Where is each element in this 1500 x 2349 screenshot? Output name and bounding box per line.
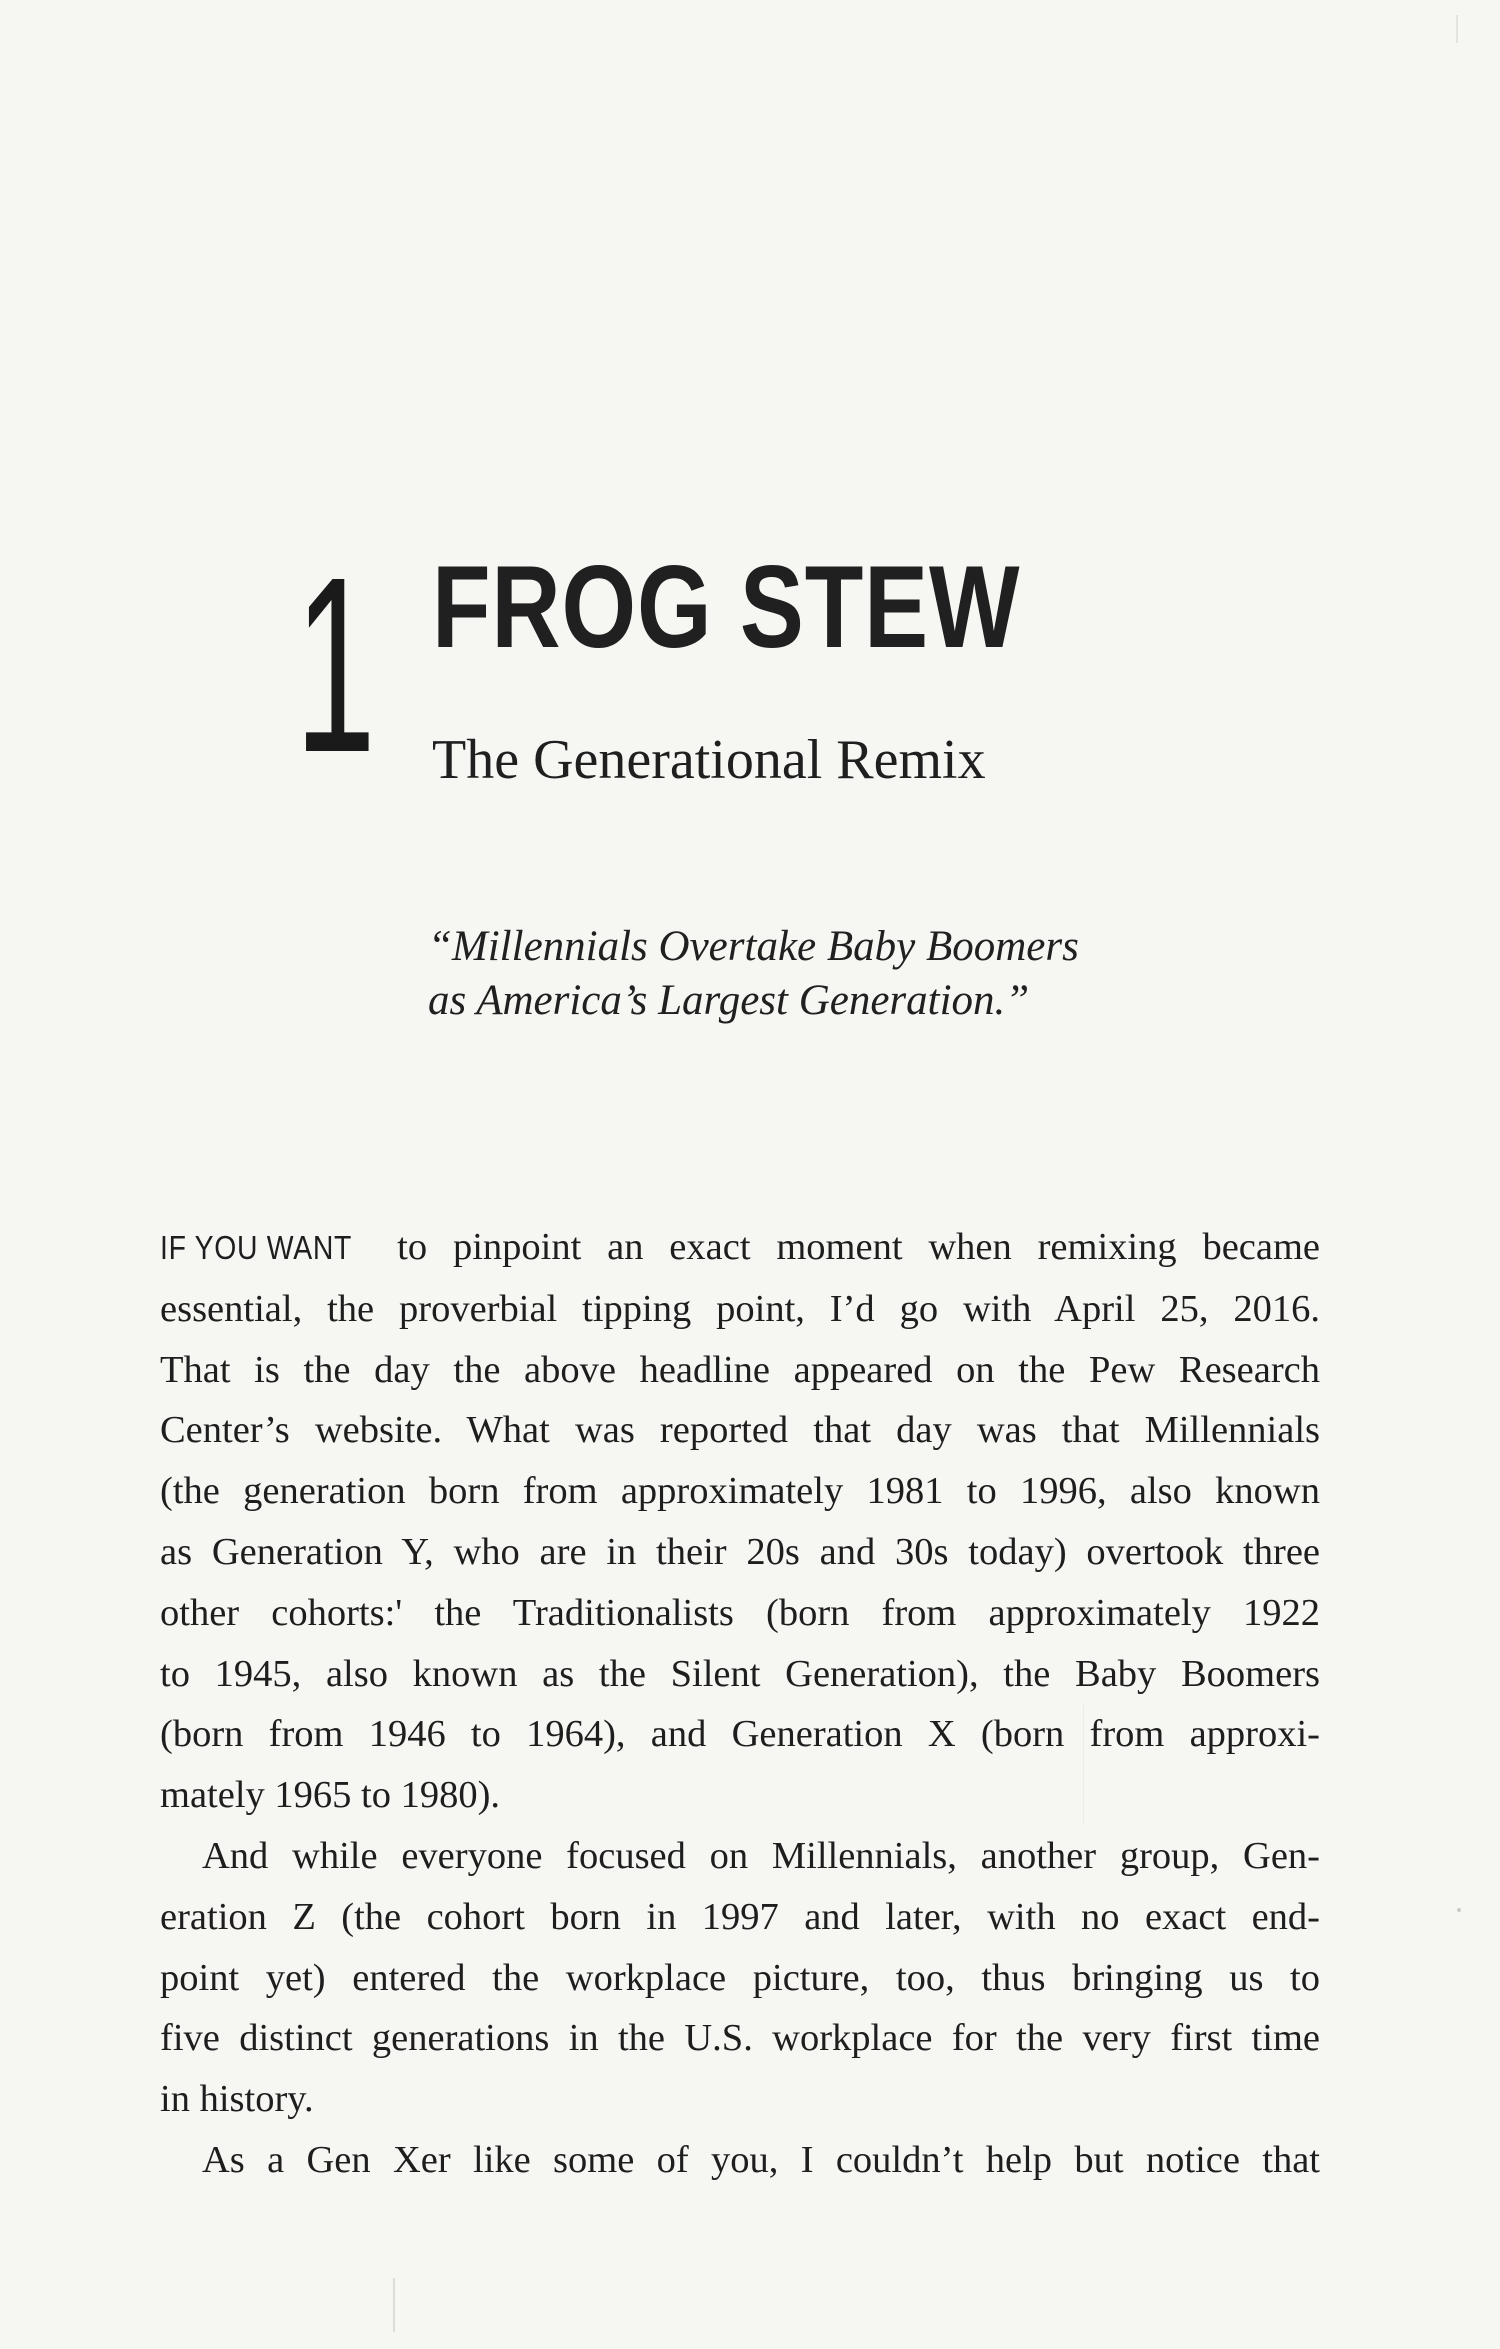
paragraph-1-line: other cohorts:' the Traditionalists (born from approximately 1922 xyxy=(160,1591,1320,1634)
paragraph-3-line: As a Gen Xer like some of you, I couldn’t help but notice that xyxy=(202,2138,1320,2181)
paragraph-2-line: in history. xyxy=(160,2078,314,2121)
paragraph-3 xyxy=(160,2130,1320,2191)
epigraph-line: “Millennials Overtake Baby Boomers xyxy=(428,923,1079,970)
lead-in-text: IF YOU WANT xyxy=(160,1229,353,1266)
paragraph-1-line: (the generation born from approximately 1981 to 1996, also known xyxy=(160,1470,1320,1513)
first-line-rest: to pinpoint an exact moment when remixing became xyxy=(397,1226,1321,1268)
paragraph-1-line: essential, the proverbial tipping point, I’d go with April 25, 2016. xyxy=(160,1287,1320,1330)
paragraph-1-line: (born from 1946 to 1964), and Generation X (born from approxi- xyxy=(160,1713,1320,1756)
chapter-number: 1 xyxy=(295,525,373,804)
paragraph-1-line: to 1945, also known as the Silent Generation), the Baby Boomers xyxy=(160,1652,1320,1695)
chapter-subtitle: The Generational Remix xyxy=(432,729,986,791)
paragraph-2-line: five distinct generations in the U.S. workplace for the very first time xyxy=(160,2017,1320,2060)
epigraph xyxy=(428,920,1128,1028)
paragraph-1-line: Center’s website. What was reported that day was that Millennials xyxy=(160,1409,1320,1452)
body-text xyxy=(160,1217,1320,2191)
paragraph-2 xyxy=(160,1826,1320,2130)
paragraph-2-line: point yet) entered the workplace picture, too, thus bringing us to xyxy=(160,1956,1320,1999)
paragraph-1-line: as Generation Y, who are in their 20s and 30s today) overtook three xyxy=(160,1530,1320,1573)
chapter-title: FROG STEW xyxy=(432,541,1021,672)
epigraph-line: as America’s Largest Generation.” xyxy=(428,976,1030,1024)
scan-mark xyxy=(1456,15,1458,43)
scan-dot xyxy=(1457,1908,1461,1912)
paragraph-2-line: And while everyone focused on Millennials, another group, Gen- xyxy=(202,1834,1320,1877)
paragraph-2-line: eration Z (the cohort born in 1997 and later, with no exact end- xyxy=(160,1895,1320,1938)
paragraph-1-line-1 xyxy=(160,1217,1320,1279)
paragraph-1-line: That is the day the above headline appeared on the Pew Research xyxy=(160,1348,1320,1391)
paragraph-1-line: mately 1965 to 1980). xyxy=(160,1774,501,1817)
paragraph-1 xyxy=(160,1217,1320,1826)
scan-mark xyxy=(393,2278,395,2332)
